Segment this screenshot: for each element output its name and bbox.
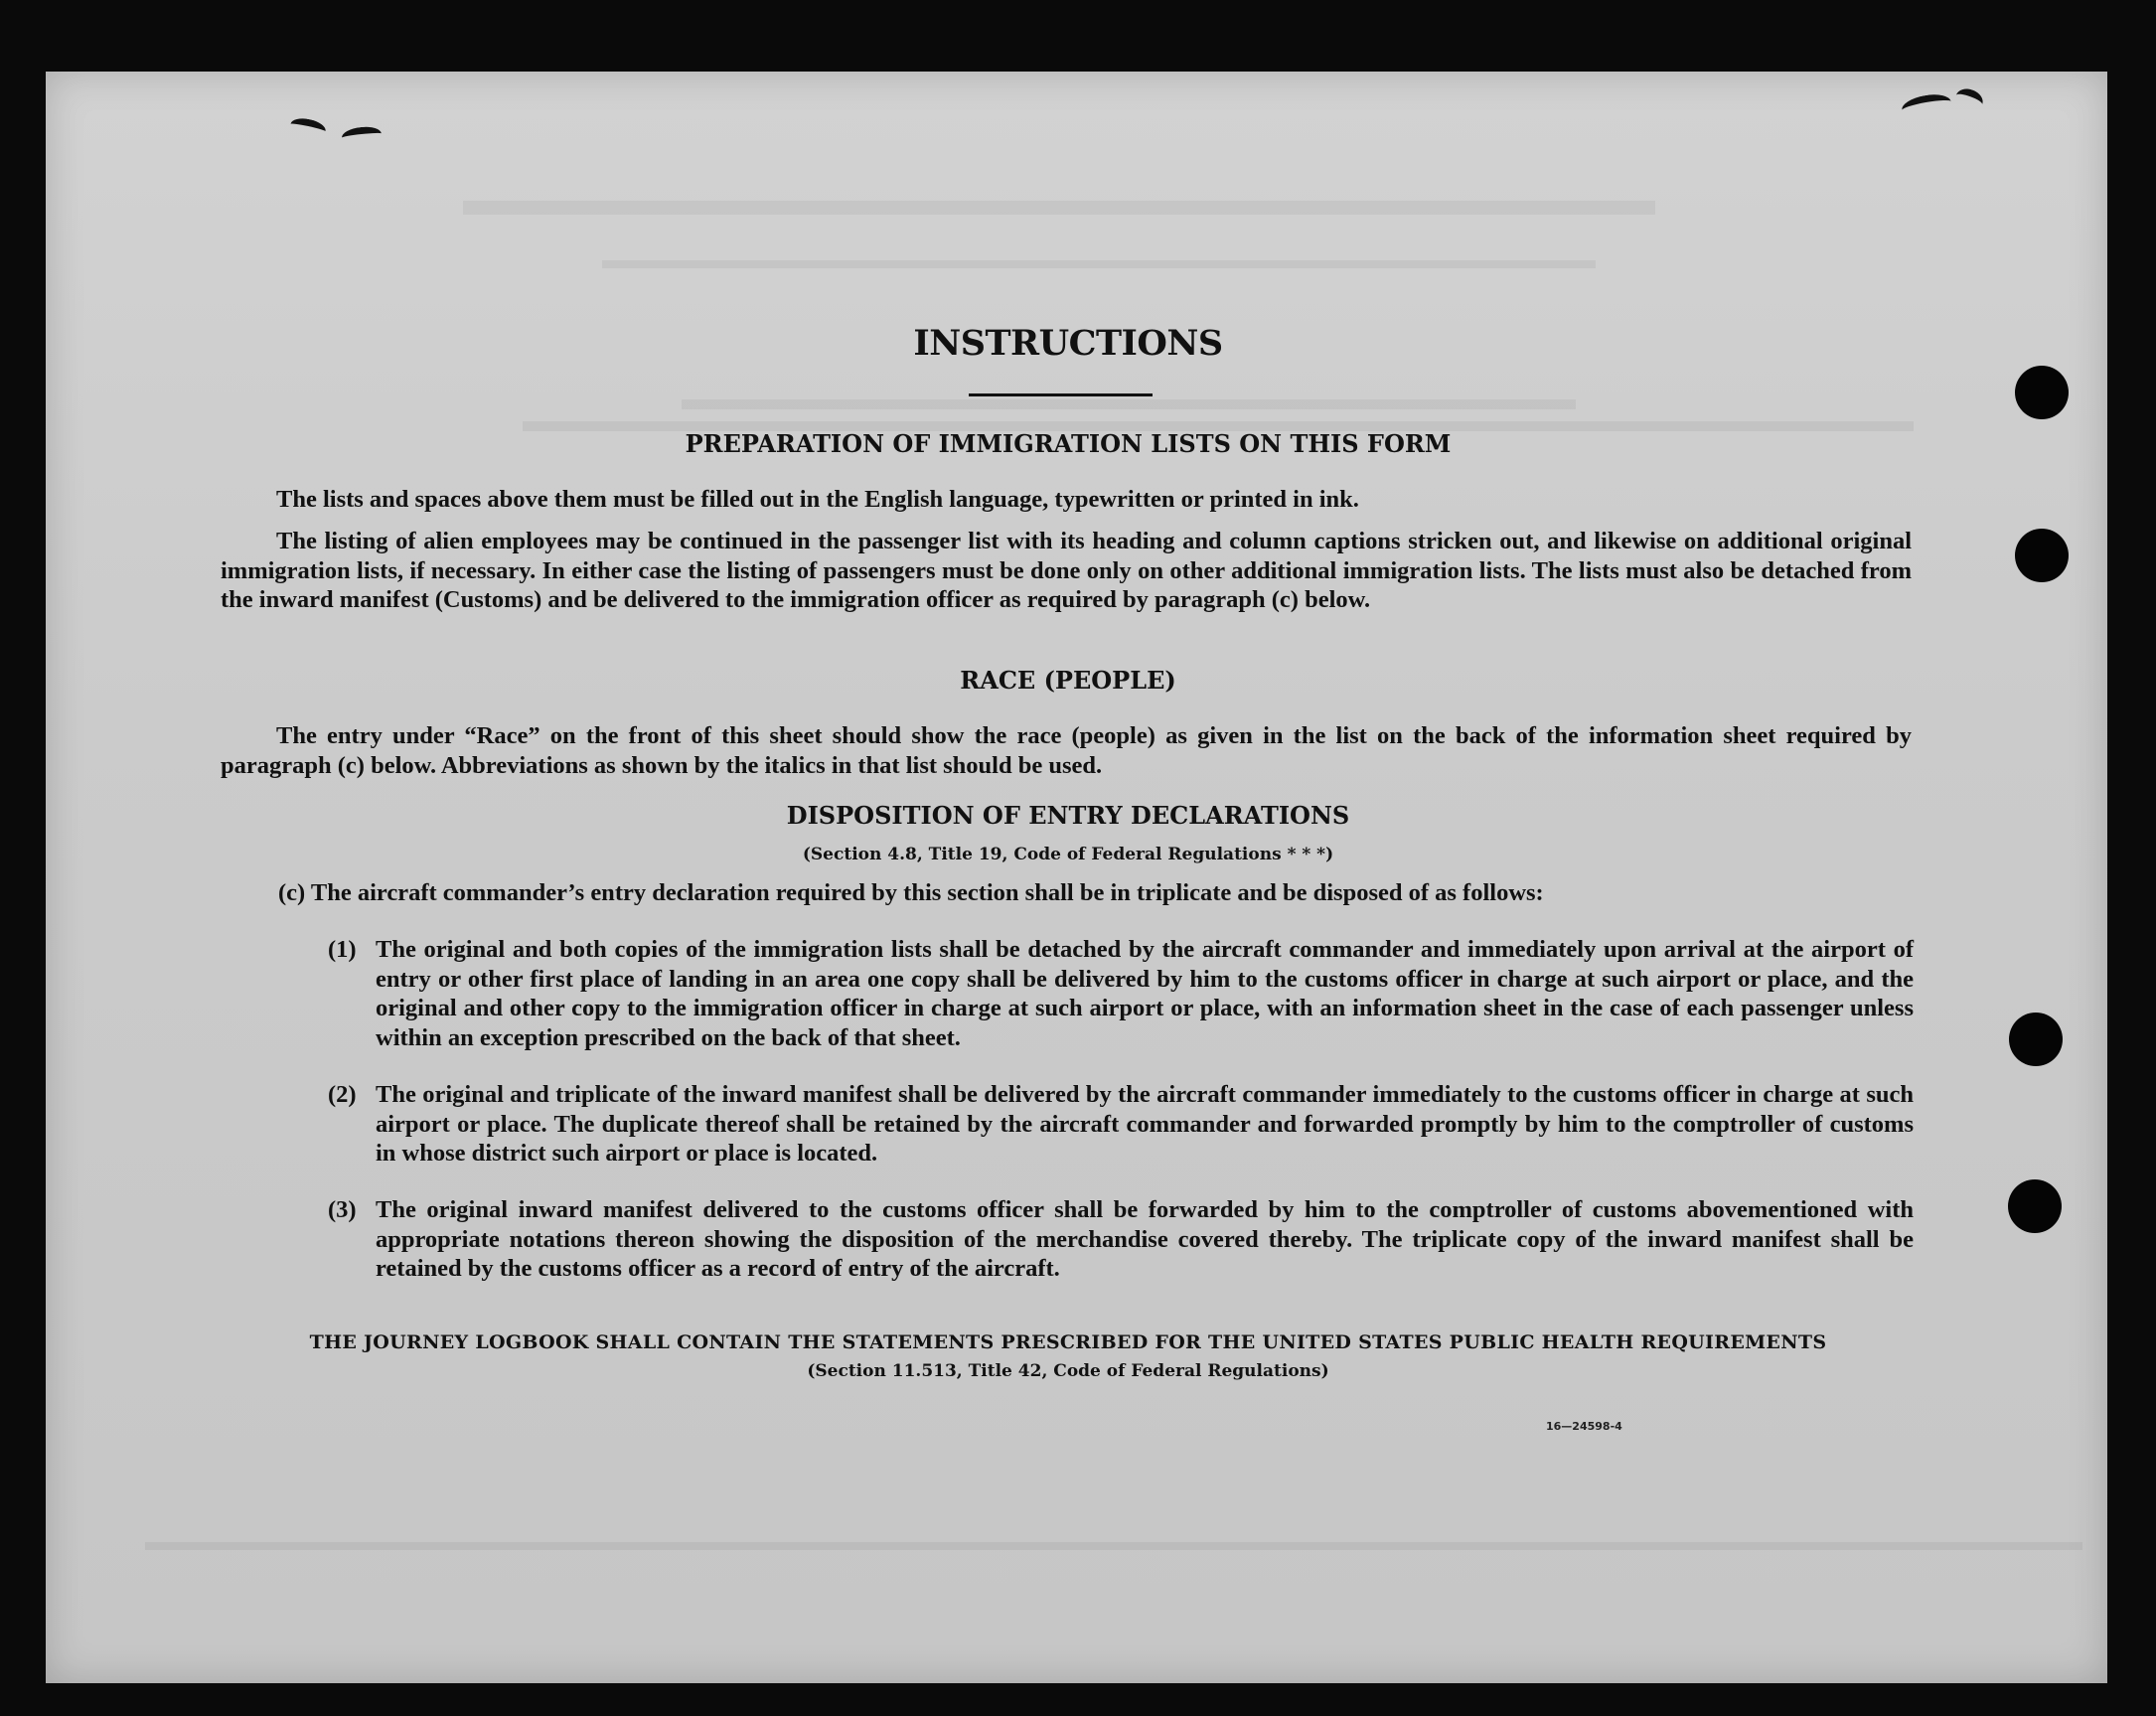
paragraph-preparation-2: The listing of alien employees may be continued in the passenger list with its heading and column captions stricken out, and likewise on additional original immigration lists, if necessary. In either case the listing of passengers must be done only on other additional immigration lists. The lists must also be detached from the inward manifest (Customs) and be delivered to the immigration officer as required by paragraph (c) below. <box>221 528 1912 613</box>
list-item-1: The original and both copies of the immigration lists shall be detached by the aircraft commander and immediately upon arrival at the airport of entry or other first place of landing in an area one copy shall be delivered by him to the customs officer in charge at such airport or place, and the original and other copy to the immigration officer in charge at such airport or place, with an information sheet in the case of each passenger unless within an exception prescribed on the back of that sheet. <box>376 936 1914 1051</box>
item-number-1: (1) <box>328 936 357 963</box>
form-number: 16—24598-4 <box>1546 1420 1622 1433</box>
section-heading-race: RACE (PEOPLE) <box>960 666 1176 695</box>
paragraph-preparation-1: The lists and spaces above them must be filled out in the English language, typewritten or printed in ink. <box>276 486 1359 513</box>
footer-health-requirements: THE JOURNEY LOGBOOK SHALL CONTAIN THE STATEMENTS PRESCRIBED FOR THE UNITED STATES PUBLIC HEALTH REQUIREMENTS <box>309 1331 1827 1353</box>
paragraph-race: The entry under “Race” on the front of this sheet should show the race (people) as given in the list on the back of the information sheet required by paragraph (c) below. Abbreviations as shown by the italics in that list should be used. <box>221 722 1912 779</box>
paragraph-disposition-intro: (c) The aircraft commander’s entry declaration required by this section shall be in triplicate and be disposed of as follows: <box>278 879 1544 906</box>
section-heading-preparation: PREPARATION OF IMMIGRATION LISTS ON THIS FORM <box>685 429 1452 458</box>
list-item-3: The original inward manifest delivered to the customs officer shall be forwarded by him to the comptroller of customs abovementioned with appropriate notations thereon showing the disposition of the merchandise covered thereby. The triplicate copy of the inward manifest shall be retained by the customs officer as a record of entry of the aircraft. <box>376 1196 1914 1282</box>
item-number-3: (3) <box>328 1196 357 1223</box>
footer-citation: (Section 11.513, Title 42, Code of Federal Regulations) <box>807 1361 1329 1381</box>
page-title: INSTRUCTIONS <box>913 323 1223 364</box>
item-number-2: (2) <box>328 1081 357 1108</box>
disposition-citation: (Section 4.8, Title 19, Code of Federal Regulations * * *) <box>802 845 1334 864</box>
list-item-2: The original and triplicate of the inward manifest shall be delivered by the aircraft commander immediately to the customs officer in charge at such airport or place. The duplicate thereof shall be retained by the aircraft commander and forwarded promptly by him to the comptroller of customs in whose district such airport or place is located. <box>376 1081 1914 1167</box>
title-underline <box>969 393 1153 396</box>
section-heading-disposition: DISPOSITION OF ENTRY DECLARATIONS <box>786 801 1350 830</box>
